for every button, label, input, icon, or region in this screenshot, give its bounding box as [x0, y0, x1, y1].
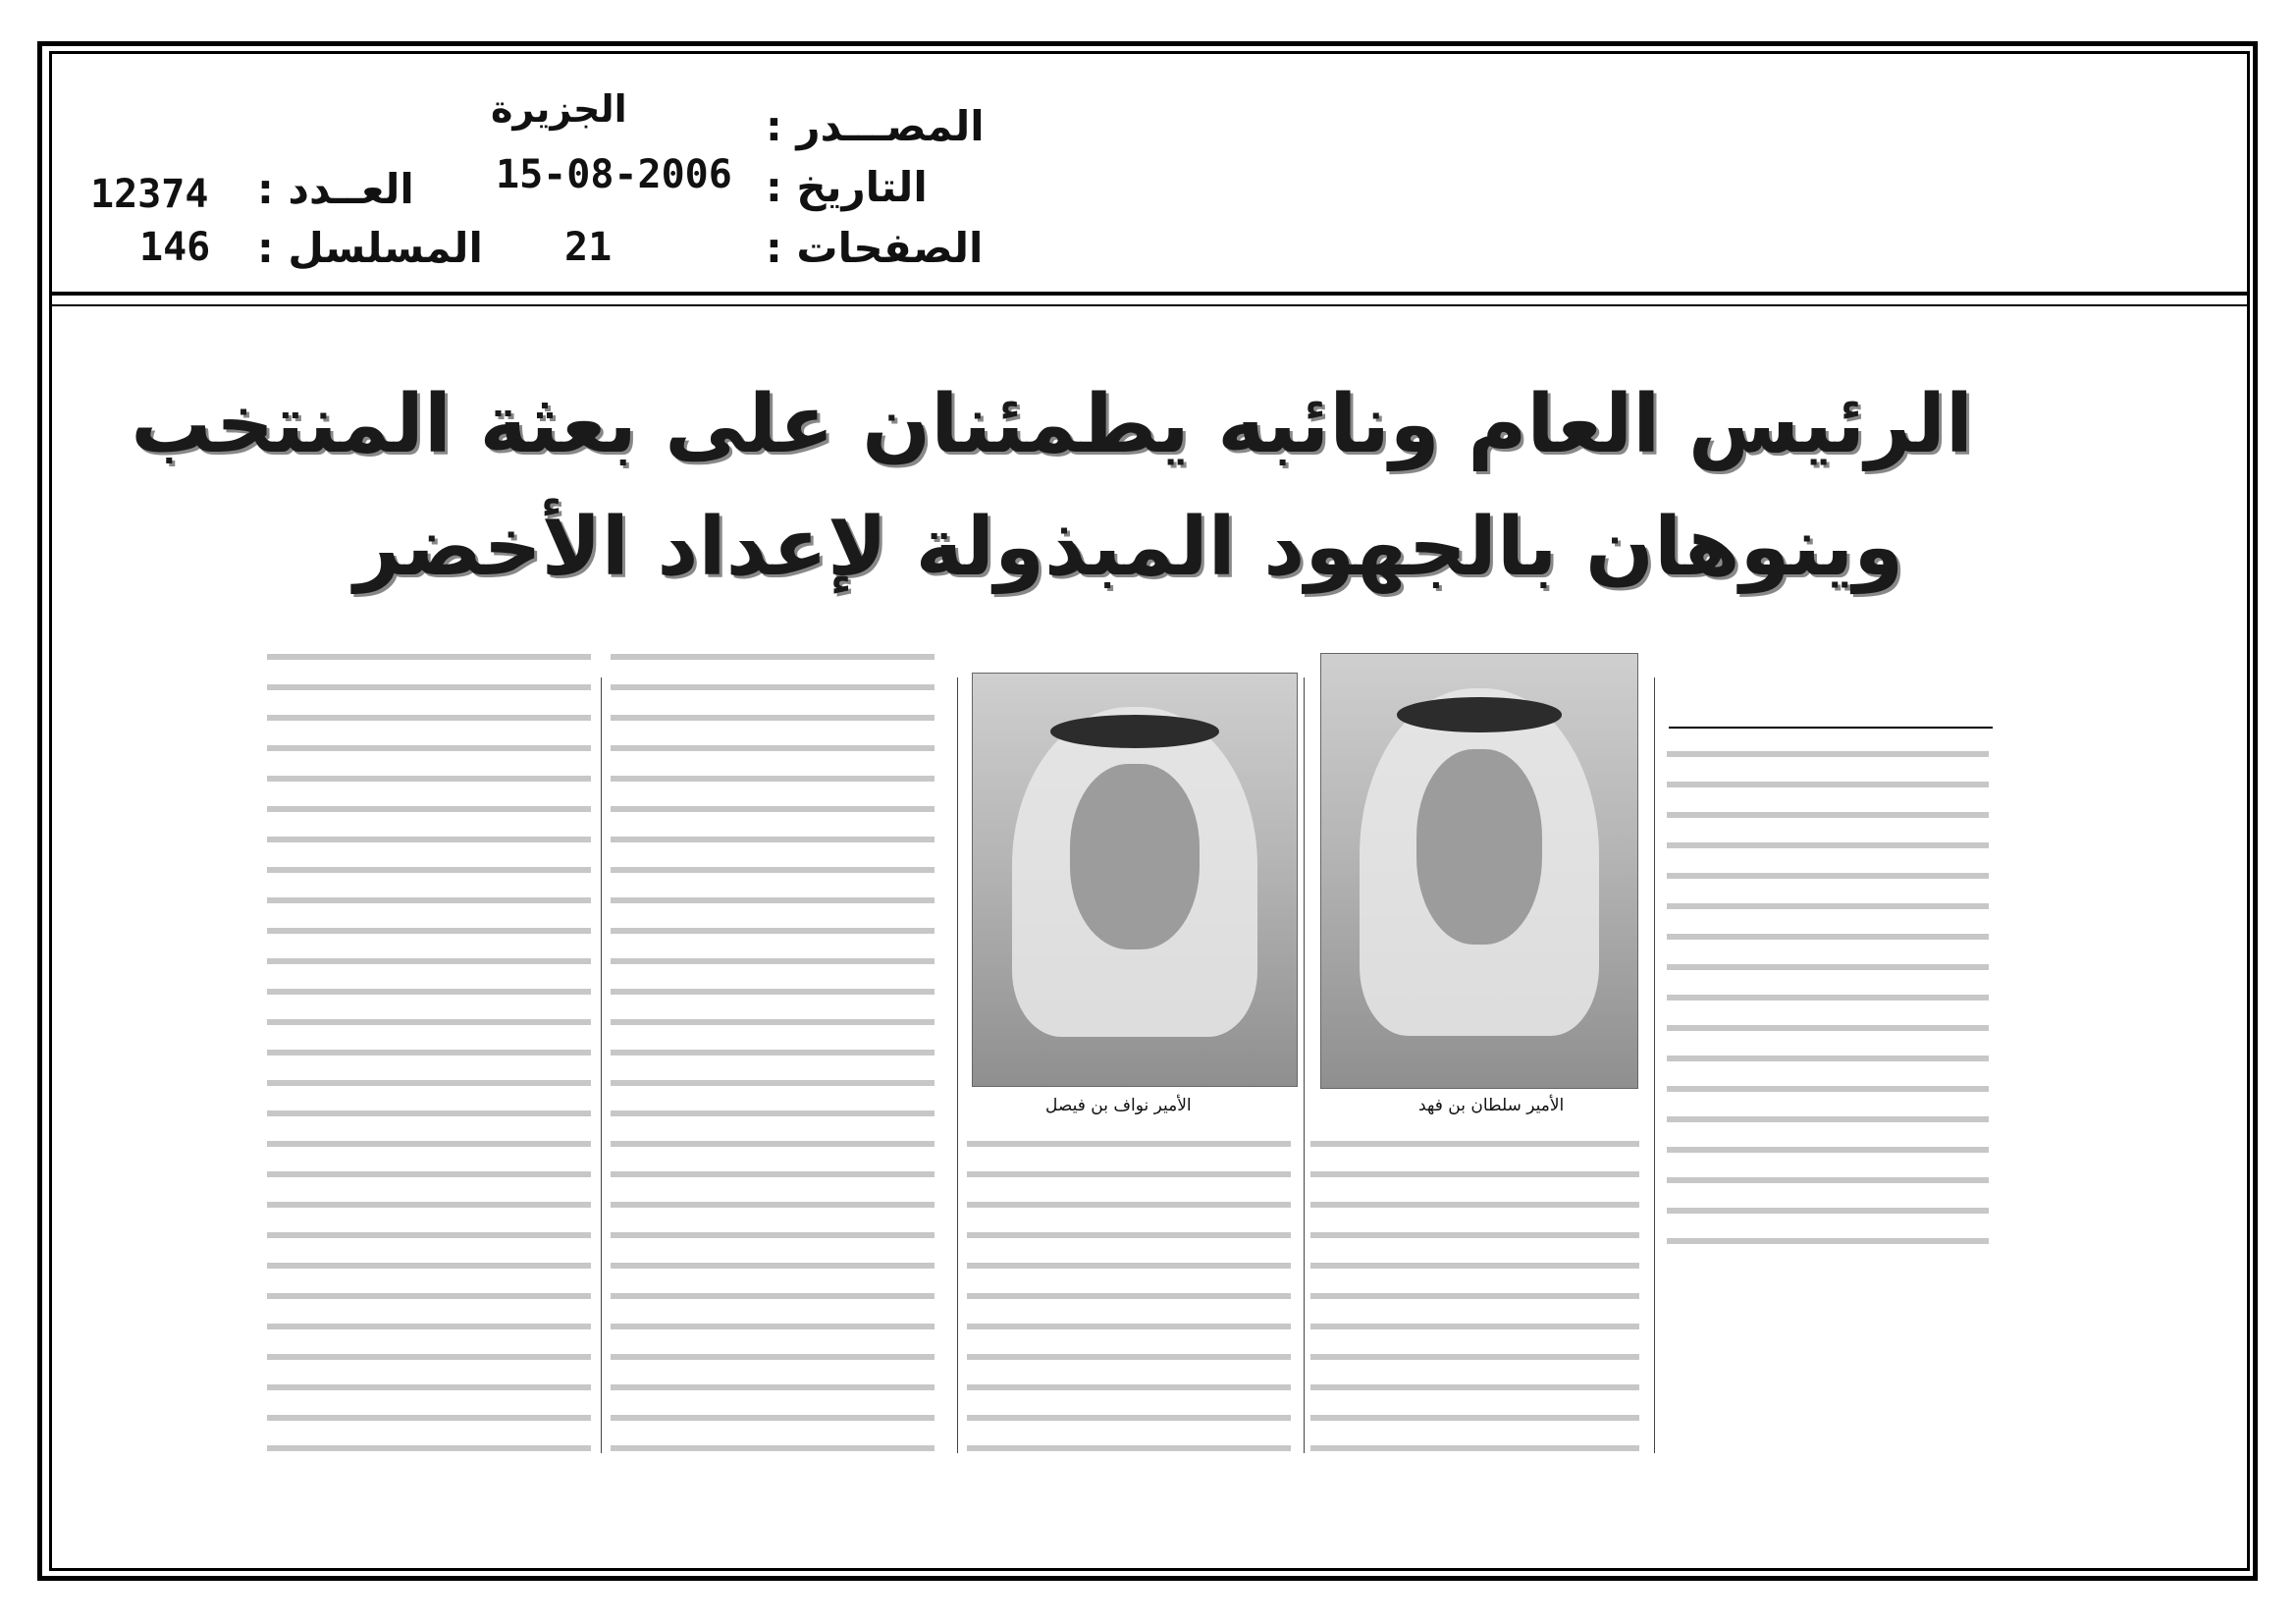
body-column-5 [267, 654, 591, 1482]
body-column-text-placeholder [611, 654, 934, 1457]
date-label: التاريخ : [766, 163, 928, 211]
date-value: 15-08-2006 [496, 152, 732, 197]
body-column-text-placeholder [1310, 1141, 1639, 1455]
issue-value: 12374 [90, 172, 209, 217]
caption-prince-sultan: الأمير سلطان بن فهد [1418, 1096, 1565, 1115]
headline-line-2: وينوهان بالجهود المبذولة لإعداد الأخضر [353, 501, 1904, 594]
body-column-3 [967, 1141, 1291, 1480]
headline-line-1: الرئيس العام ونائبه يطمئنان على بعثة المنتخب [131, 378, 1973, 471]
body-column-text-placeholder [1667, 751, 1989, 1262]
issue-label: العــدد : [257, 165, 414, 213]
column-divider [1654, 677, 1655, 1453]
pages-label: الصفحات : [766, 224, 984, 272]
body-column-4 [611, 654, 934, 1482]
body-column-1 [1667, 751, 1989, 1286]
column-divider [957, 677, 958, 1453]
source-value: الجزيرة [491, 87, 627, 131]
photo-prince-nawaf [972, 673, 1298, 1087]
body-column-text-placeholder [267, 654, 591, 1457]
header-divider [49, 292, 2250, 296]
column-divider [1304, 677, 1305, 1453]
photo-face-shape [1416, 749, 1543, 945]
source-label: المصـــدر : [766, 102, 985, 150]
byline-rule [1669, 727, 1993, 729]
photo-agal-shape [1050, 715, 1219, 748]
photo-agal-shape [1397, 697, 1561, 731]
serial-label: المسلسل : [257, 224, 483, 272]
column-divider [601, 677, 602, 1453]
pages-value: 21 [564, 225, 613, 270]
serial-value: 146 [139, 225, 211, 270]
photo-prince-sultan [1320, 653, 1638, 1089]
photo-face-shape [1070, 764, 1200, 949]
body-column-2 [1310, 1141, 1639, 1480]
body-column-text-placeholder [967, 1141, 1291, 1455]
header-divider-thin [49, 304, 2250, 306]
caption-prince-nawaf: الأمير نواف بن فيصل [1045, 1096, 1192, 1115]
